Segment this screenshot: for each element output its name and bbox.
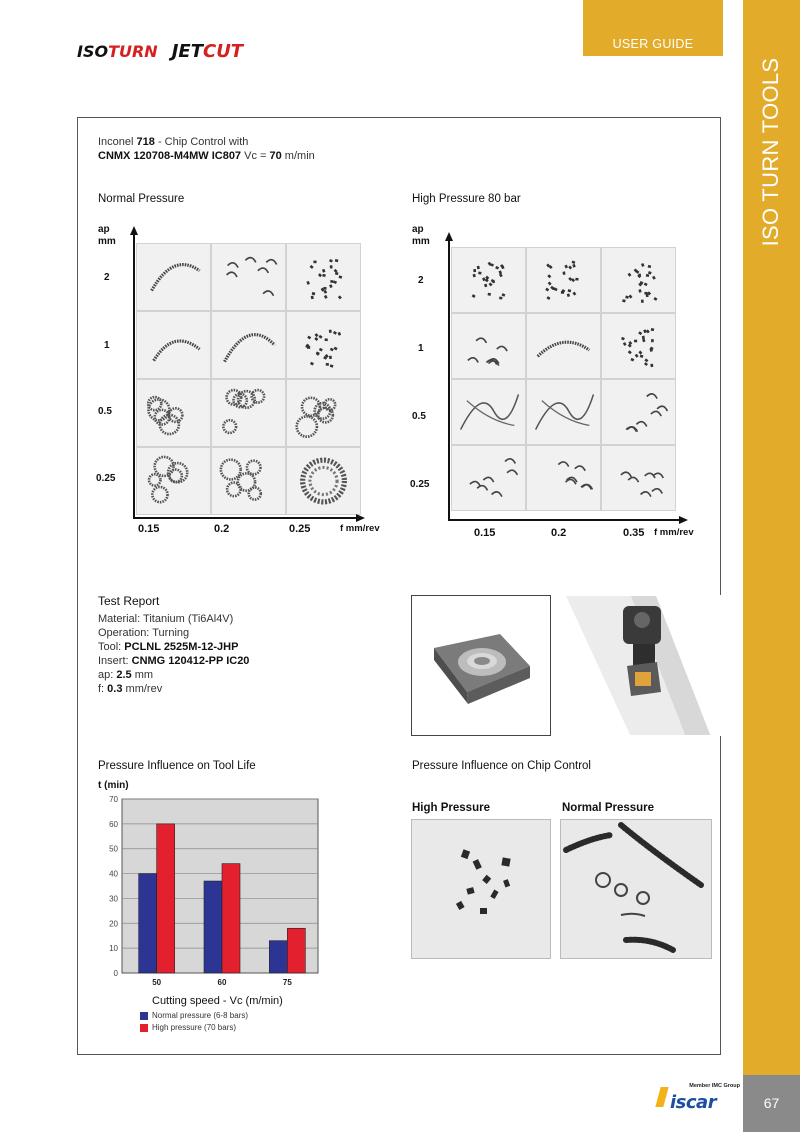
chip-photo-cell [526, 379, 601, 445]
chip-photo-cell [286, 447, 361, 515]
chip-photo-cell [601, 247, 676, 313]
chip-photo-cell [286, 379, 361, 447]
y-axis-arrow-icon [130, 226, 138, 235]
chip-control-title: Pressure Influence on Chip Control [412, 760, 591, 772]
x-tick-label: 0.15 [138, 523, 160, 535]
chip-photo-cell [211, 243, 286, 311]
insert-line: Insert: CNMG 120412-PP IC20 [98, 655, 250, 667]
y-tick-label: 0 [113, 969, 118, 978]
y-tick-label: 2 [418, 275, 424, 286]
chip-photo-cell [451, 379, 526, 445]
x-tick-label: 50 [152, 978, 162, 987]
y-axis-arrow-icon [445, 232, 453, 241]
user-guide-label: USER GUIDE [612, 37, 694, 51]
tool-holder-photo [560, 595, 721, 736]
chart-y-label: t (min) [98, 780, 129, 791]
x-tick-label: 0.35 [623, 527, 645, 539]
high-pressure-title: High Pressure 80 bar [412, 193, 521, 205]
y-tick-label: 70 [109, 795, 118, 804]
material-line: Material: Titanium (Ti6Al4V) [98, 613, 234, 625]
chip-photo-cell [601, 445, 676, 511]
iscar-wordmark: iscar [670, 1092, 717, 1113]
page-number: 67 [763, 1095, 780, 1111]
y-tick-label: 60 [109, 819, 118, 829]
f-line: f: 0.3 mm/rev [98, 683, 163, 695]
chip-photo-cell [211, 379, 286, 447]
chip-photo-cell [526, 445, 601, 511]
chip-photo-cell [211, 311, 286, 379]
y-axis-label: ap mm [98, 224, 116, 247]
chip-photo-cell [136, 311, 211, 379]
x-tick-label: 0.2 [551, 527, 567, 539]
x-axis-line [133, 517, 357, 519]
y-tick-label: 0.5 [98, 406, 112, 417]
chip-photo-cell [526, 313, 601, 379]
chip-photo-cell [451, 247, 526, 313]
y-tick-label: 2 [104, 272, 110, 283]
y-tick-label: 1 [104, 340, 110, 351]
tool-line: Tool: PCLNL 2525M-12-JHP [98, 641, 239, 653]
normal-pressure-chips-photo [560, 819, 712, 959]
y-tick-label: 0.5 [412, 411, 426, 422]
chip-photo-cell [136, 379, 211, 447]
y-tick-label: 50 [109, 844, 118, 854]
legend-swatch-normal [140, 1012, 148, 1020]
isoturn-logo: ISOTURN [77, 41, 158, 61]
chip-photo-cell [286, 311, 361, 379]
y-axis-line [133, 234, 135, 517]
chart-x-label: Cutting speed - Vc (m/min) [152, 995, 283, 1007]
x-axis-arrow-icon [679, 516, 688, 524]
y-tick-label: 40 [109, 869, 118, 879]
chip-photo-cell [286, 243, 361, 311]
x-axis-label: f mm/rev [654, 527, 694, 538]
y-tick-label: 0.25 [410, 479, 430, 490]
intro-line-1: Inconel 718 - Chip Control with [98, 136, 249, 148]
user-guide-tab [583, 0, 723, 56]
x-axis-line [448, 519, 680, 521]
operation-line: Operation: Turning [98, 627, 190, 639]
y-axis-line [448, 240, 450, 519]
chip-control-normal-label: Normal Pressure [562, 802, 655, 814]
legend-swatch-high [140, 1024, 148, 1032]
jetcut-logo: JETCUT [171, 40, 244, 62]
chip-photo-cell [211, 447, 286, 515]
chip-photo-cell [451, 313, 526, 379]
x-tick-label: 75 [282, 978, 292, 987]
intro-line-2: CNMX 120708-M4MW IC807 Vc = 70 m/min [98, 150, 315, 162]
iscar-logo [658, 1083, 740, 1113]
page-number-box [743, 1075, 800, 1132]
y-tick-label: 10 [109, 944, 118, 954]
side-title: ISO TURN TOOLS [758, 57, 783, 247]
y-axis-label: ap mm [412, 224, 430, 247]
chip-photo-cell [451, 445, 526, 511]
x-axis-label: f mm/rev [340, 523, 380, 534]
insert-photo [411, 595, 551, 736]
x-tick-label: 0.15 [474, 527, 496, 539]
chip-photo-cell [136, 243, 211, 311]
chip-photo-cell [601, 313, 676, 379]
iscar-member-text: Member IMC Group [689, 1083, 740, 1089]
x-tick-label: 0.2 [214, 523, 230, 535]
ap-line: ap: 2.5 mm [98, 669, 154, 681]
chip-photo-cell [526, 247, 601, 313]
chip-photo-cell [601, 379, 676, 445]
y-tick-label: 1 [418, 343, 424, 354]
legend-label-high: High pressure (70 bars) [152, 1023, 237, 1032]
high-pressure-chips-photo [411, 819, 551, 959]
y-tick-label: 20 [109, 919, 118, 929]
x-axis-arrow-icon [356, 514, 365, 522]
x-tick-label: 60 [217, 978, 227, 987]
chip-control-high-label: High Pressure [412, 802, 490, 814]
y-tick-label: 0.25 [96, 473, 116, 484]
y-tick-label: 30 [109, 894, 118, 904]
test-report-title: Test Report [98, 594, 160, 608]
iscar-mark-icon [655, 1087, 668, 1107]
chip-photo-cell [136, 447, 211, 515]
brand-logos [77, 40, 243, 62]
normal-pressure-title: Normal Pressure [98, 193, 185, 205]
x-tick-label: 0.25 [289, 523, 311, 535]
legend-label-normal: Normal pressure (6-8 bars) [152, 1011, 249, 1020]
chart-title: Pressure Influence on Tool Life [98, 760, 256, 772]
